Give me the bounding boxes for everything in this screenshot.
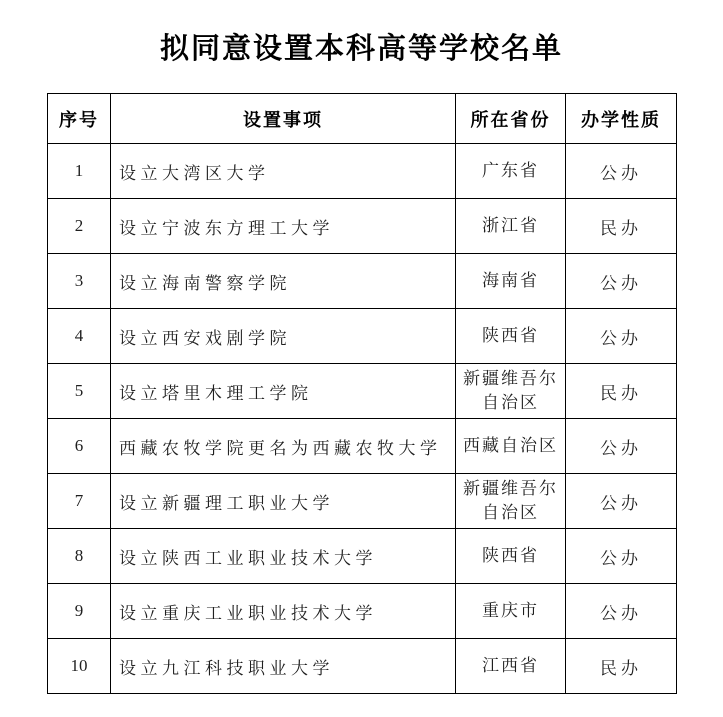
row-nature-cell: 公办 xyxy=(566,144,677,199)
row-no-cell: 3 xyxy=(48,254,111,309)
row-no-cell: 9 xyxy=(48,584,111,639)
row-province-cell: 陕西省 xyxy=(456,309,566,364)
column-header-no: 序号 xyxy=(48,94,111,144)
row-no-cell: 8 xyxy=(48,529,111,584)
column-header-item: 设置事项 xyxy=(111,94,456,144)
row-nature-cell: 民办 xyxy=(566,639,677,694)
row-item-cell: 设立九江科技职业大学 xyxy=(111,639,456,694)
row-no-cell: 7 xyxy=(48,474,111,529)
row-item-cell: 设立陕西工业职业技术大学 xyxy=(111,529,456,584)
table-row xyxy=(48,419,677,474)
table-row xyxy=(48,144,677,199)
row-province-cell: 西藏自治区 xyxy=(456,419,566,474)
row-no-cell: 6 xyxy=(48,419,111,474)
row-item-cell: 设立塔里木理工学院 xyxy=(111,364,456,419)
row-province-cell: 江西省 xyxy=(456,639,566,694)
table-body xyxy=(48,144,677,694)
row-province-cell: 广东省 xyxy=(456,144,566,199)
table-row xyxy=(48,254,677,309)
row-nature-cell: 公办 xyxy=(566,474,677,529)
school-list-table xyxy=(47,93,677,694)
row-province-cell: 海南省 xyxy=(456,254,566,309)
row-no-cell: 5 xyxy=(48,364,111,419)
table-row xyxy=(48,529,677,584)
table-row xyxy=(48,309,677,364)
row-nature-cell: 公办 xyxy=(566,309,677,364)
row-no-cell: 10 xyxy=(48,639,111,694)
row-province-cell: 新疆维吾尔自治区 xyxy=(456,474,566,529)
page-title: 拟同意设置本科高等学校名单 xyxy=(159,33,563,65)
column-header-nature: 办学性质 xyxy=(566,94,677,144)
row-item-cell: 设立宁波东方理工大学 xyxy=(111,199,456,254)
row-no-cell: 1 xyxy=(48,144,111,199)
row-nature-cell: 公办 xyxy=(566,419,677,474)
row-no-cell: 4 xyxy=(48,309,111,364)
row-item-cell: 西藏农牧学院更名为西藏农牧大学 xyxy=(111,419,456,474)
table-header-row xyxy=(48,94,677,144)
row-nature-cell: 公办 xyxy=(566,584,677,639)
table-row xyxy=(48,639,677,694)
row-item-cell: 设立大湾区大学 xyxy=(111,144,456,199)
table-row xyxy=(48,584,677,639)
table-row xyxy=(48,199,677,254)
table-row xyxy=(48,474,677,529)
row-item-cell: 设立重庆工业职业技术大学 xyxy=(111,584,456,639)
column-header-province: 所在省份 xyxy=(456,94,566,144)
row-province-cell: 新疆维吾尔自治区 xyxy=(456,364,566,419)
row-item-cell: 设立新疆理工职业大学 xyxy=(111,474,456,529)
row-province-cell: 浙江省 xyxy=(456,199,566,254)
row-nature-cell: 公办 xyxy=(566,254,677,309)
row-province-cell: 重庆市 xyxy=(456,584,566,639)
table-row xyxy=(48,364,677,419)
row-province-cell: 陕西省 xyxy=(456,529,566,584)
row-item-cell: 设立西安戏剧学院 xyxy=(111,309,456,364)
row-nature-cell: 民办 xyxy=(566,199,677,254)
row-nature-cell: 民办 xyxy=(566,364,677,419)
row-nature-cell: 公办 xyxy=(566,529,677,584)
row-no-cell: 2 xyxy=(48,199,111,254)
row-item-cell: 设立海南警察学院 xyxy=(111,254,456,309)
